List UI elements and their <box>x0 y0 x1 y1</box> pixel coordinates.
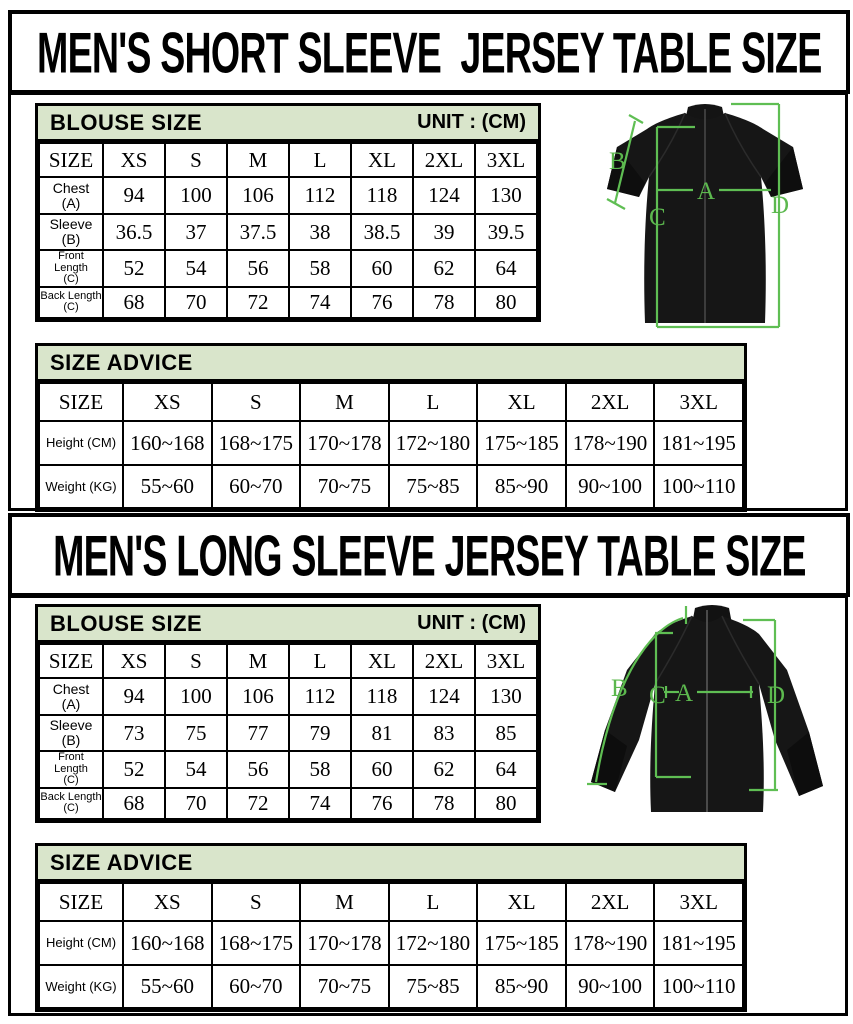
value-cell: 58 <box>289 250 351 287</box>
measurement-label-a: A <box>675 680 694 707</box>
size-col-header: XS <box>123 383 212 421</box>
row-label-cell <box>39 250 103 287</box>
value-cell: 94 <box>103 177 165 214</box>
value-cell: 181~195 <box>654 421 743 465</box>
value-cell: 38 <box>289 214 351 250</box>
value-cell: 124 <box>413 177 475 214</box>
size-col-header: S <box>212 883 301 921</box>
value-cell: 78 <box>413 788 475 819</box>
row-label-sub: (A) <box>61 194 81 211</box>
size-col-header: XL <box>477 883 566 921</box>
value-cell: 70~75 <box>300 965 389 1008</box>
value-cell: 79 <box>289 715 351 751</box>
value-cell: 100 <box>165 678 227 715</box>
size-col-header: L <box>289 644 351 678</box>
table-row <box>39 177 537 214</box>
value-cell: 37.5 <box>227 214 289 250</box>
row-label-cell <box>39 287 103 318</box>
size-header-cell: SIZE <box>39 883 123 921</box>
size-col-header: S <box>212 383 301 421</box>
table-heading: SIZE ADVICE <box>50 349 193 375</box>
row-label-cell <box>39 177 103 214</box>
value-cell: 78 <box>413 287 475 318</box>
value-cell: 77 <box>227 715 289 751</box>
row-label-cell <box>39 715 103 751</box>
size-col-header: M <box>227 143 289 177</box>
table-row <box>39 250 537 287</box>
table-row <box>39 751 537 788</box>
size-header-row <box>39 883 743 921</box>
page-title: MEN'S LONG SLEEVE JERSEY TABLE SIZE <box>52 522 806 588</box>
row-label-cell <box>39 751 103 788</box>
row-label: Chest <box>52 680 90 697</box>
row-label-cell: Height (CM) <box>39 921 123 965</box>
blouse-size-grid <box>38 643 538 820</box>
jersey-silhouette <box>591 605 823 812</box>
size-header-row <box>39 644 537 678</box>
size-col-header: L <box>389 383 478 421</box>
value-cell: 81 <box>351 715 413 751</box>
long-sleeve-jersey-image <box>567 600 845 838</box>
value-cell: 181~195 <box>654 921 743 965</box>
value-cell: 172~180 <box>389 421 478 465</box>
value-cell: 112 <box>289 678 351 715</box>
value-cell: 38.5 <box>351 214 413 250</box>
value-cell: 56 <box>227 751 289 788</box>
value-cell: 130 <box>475 177 537 214</box>
table-row <box>39 715 537 751</box>
value-cell: 36.5 <box>103 214 165 250</box>
table-row <box>39 421 743 465</box>
size-col-header: XL <box>351 143 413 177</box>
value-cell: 80 <box>475 788 537 819</box>
value-cell: 75~85 <box>389 465 478 508</box>
value-cell: 90~100 <box>566 465 655 508</box>
value-cell: 118 <box>351 177 413 214</box>
row-label-sub: (C) <box>63 301 79 314</box>
size-col-header: XS <box>103 143 165 177</box>
size-header-cell: SIZE <box>39 383 123 421</box>
value-cell: 75 <box>165 715 227 751</box>
value-cell: 124 <box>413 678 475 715</box>
value-cell: 60~70 <box>212 965 301 1008</box>
value-cell: 168~175 <box>212 421 301 465</box>
value-cell: 64 <box>475 250 537 287</box>
value-cell: 54 <box>165 751 227 788</box>
value-cell: 178~190 <box>566 421 655 465</box>
size-col-header: XS <box>103 644 165 678</box>
size-col-header: M <box>300 883 389 921</box>
value-cell: 52 <box>103 751 165 788</box>
measurement-label-b: B <box>609 148 626 175</box>
size-col-header: L <box>289 143 351 177</box>
value-cell: 106 <box>227 177 289 214</box>
row-label: Front Length <box>54 751 88 775</box>
value-cell: 73 <box>103 715 165 751</box>
measurement-label-d: D <box>771 192 790 219</box>
value-cell: 55~60 <box>123 965 212 1008</box>
value-cell: 100~110 <box>654 965 743 1008</box>
value-cell: 60 <box>351 751 413 788</box>
size-col-header: 3XL <box>475 644 537 678</box>
table-heading: BLOUSE SIZE <box>50 610 203 636</box>
measurement-label-c: C <box>649 204 666 231</box>
size-advice-grid <box>38 382 744 509</box>
section-title-short-sleeve <box>8 10 850 94</box>
row-label: Front Length <box>54 250 88 274</box>
value-cell: 72 <box>227 788 289 819</box>
size-col-header: 3XL <box>654 383 743 421</box>
value-cell: 39.5 <box>475 214 537 250</box>
value-cell: 83 <box>413 715 475 751</box>
size-col-header: 2XL <box>413 644 475 678</box>
blouse-size-grid <box>38 142 538 319</box>
size-table <box>38 382 744 509</box>
size-table <box>38 142 538 319</box>
unit-label: UNIT : (CM) <box>417 612 526 634</box>
table-row <box>39 965 743 1008</box>
value-cell: 175~185 <box>477 421 566 465</box>
table-row <box>39 465 743 508</box>
value-cell: 68 <box>103 287 165 318</box>
value-cell: 62 <box>413 250 475 287</box>
row-label-cell: Height (CM) <box>39 421 123 465</box>
row-label-sub: (C) <box>63 273 79 286</box>
value-cell: 80 <box>475 287 537 318</box>
size-col-header: XS <box>123 883 212 921</box>
value-cell: 72 <box>227 287 289 318</box>
short-sleeve-jersey-image <box>583 97 828 337</box>
size-advice-table-short <box>35 343 747 512</box>
value-cell: 85 <box>475 715 537 751</box>
measurement-label-b: B <box>611 675 628 702</box>
size-col-header: 2XL <box>566 883 655 921</box>
measurement-label-c: C <box>649 682 666 709</box>
size-advice-grid <box>38 882 744 1009</box>
value-cell: 118 <box>351 678 413 715</box>
row-label: Back Length <box>40 289 102 302</box>
value-cell: 76 <box>351 788 413 819</box>
value-cell: 37 <box>165 214 227 250</box>
row-label-cell <box>39 214 103 250</box>
value-cell: 160~168 <box>123 421 212 465</box>
value-cell: 130 <box>475 678 537 715</box>
value-cell: 85~90 <box>477 965 566 1008</box>
value-cell: 100~110 <box>654 465 743 508</box>
size-header-row <box>39 143 537 177</box>
value-cell: 170~178 <box>300 921 389 965</box>
row-label: Sleeve <box>49 717 93 734</box>
page-title: MEN'S SHORT SLEEVE JERSEY TABLE SIZE <box>36 19 822 85</box>
value-cell: 64 <box>475 751 537 788</box>
value-cell: 70 <box>165 788 227 819</box>
unit-label: UNIT : (CM) <box>417 111 526 133</box>
value-cell: 170~178 <box>300 421 389 465</box>
measurement-label-d: D <box>767 682 786 709</box>
size-col-header: XL <box>351 644 413 678</box>
value-cell: 60~70 <box>212 465 301 508</box>
value-cell: 74 <box>289 788 351 819</box>
size-table <box>38 643 538 820</box>
value-cell: 56 <box>227 250 289 287</box>
value-cell: 76 <box>351 287 413 318</box>
size-col-header: XL <box>477 383 566 421</box>
size-header-cell: SIZE <box>39 143 103 177</box>
value-cell: 74 <box>289 287 351 318</box>
blouse-size-header-bar <box>38 106 538 142</box>
section-title-long-sleeve <box>8 513 850 597</box>
row-label-sub: (A) <box>61 695 81 712</box>
size-col-header: 3XL <box>654 883 743 921</box>
measurement-label-a: A <box>697 178 716 205</box>
table-heading: BLOUSE SIZE <box>50 109 203 135</box>
size-col-header: M <box>227 644 289 678</box>
table-row <box>39 287 537 318</box>
row-label-sub: (B) <box>61 231 81 247</box>
size-advice-header-bar <box>38 846 744 882</box>
row-label: Chest <box>52 179 90 196</box>
blouse-size-table-long <box>35 604 541 823</box>
value-cell: 60 <box>351 250 413 287</box>
size-header-cell: SIZE <box>39 644 103 678</box>
value-cell: 175~185 <box>477 921 566 965</box>
size-header-row <box>39 383 743 421</box>
value-cell: 160~168 <box>123 921 212 965</box>
value-cell: 100 <box>165 177 227 214</box>
table-row <box>39 921 743 965</box>
row-label-sub: (C) <box>63 802 79 815</box>
table-heading: SIZE ADVICE <box>50 849 193 875</box>
value-cell: 172~180 <box>389 921 478 965</box>
value-cell: 39 <box>413 214 475 250</box>
size-col-header: M <box>300 383 389 421</box>
value-cell: 68 <box>103 788 165 819</box>
value-cell: 70~75 <box>300 465 389 508</box>
blouse-size-header-bar <box>38 607 538 643</box>
value-cell: 178~190 <box>566 921 655 965</box>
section-content-short-sleeve <box>8 92 848 511</box>
value-cell: 75~85 <box>389 965 478 1008</box>
value-cell: 106 <box>227 678 289 715</box>
value-cell: 85~90 <box>477 465 566 508</box>
value-cell: 55~60 <box>123 465 212 508</box>
size-table <box>38 882 744 1009</box>
value-cell: 90~100 <box>566 965 655 1008</box>
size-col-header: 2XL <box>413 143 475 177</box>
row-label-cell <box>39 788 103 819</box>
value-cell: 112 <box>289 177 351 214</box>
row-label-sub: (C) <box>63 774 79 787</box>
size-col-header: L <box>389 883 478 921</box>
size-col-header: S <box>165 644 227 678</box>
value-cell: 58 <box>289 751 351 788</box>
value-cell: 52 <box>103 250 165 287</box>
table-row <box>39 788 537 819</box>
value-cell: 94 <box>103 678 165 715</box>
row-label-cell: Weight (KG) <box>39 965 123 1008</box>
value-cell: 168~175 <box>212 921 301 965</box>
value-cell: 62 <box>413 751 475 788</box>
size-col-header: 2XL <box>566 383 655 421</box>
size-col-header: 3XL <box>475 143 537 177</box>
size-advice-header-bar <box>38 346 744 382</box>
row-label-cell <box>39 678 103 715</box>
value-cell: 54 <box>165 250 227 287</box>
section-content-long-sleeve <box>8 595 848 1016</box>
value-cell: 70 <box>165 287 227 318</box>
size-advice-table-long <box>35 843 747 1012</box>
row-label-cell: Weight (KG) <box>39 465 123 508</box>
row-label: Sleeve <box>49 216 93 233</box>
table-row <box>39 678 537 715</box>
size-col-header: S <box>165 143 227 177</box>
table-row <box>39 214 537 250</box>
row-label-sub: (B) <box>61 732 81 748</box>
blouse-size-table-short <box>35 103 541 322</box>
row-label: Back Length <box>40 790 102 803</box>
